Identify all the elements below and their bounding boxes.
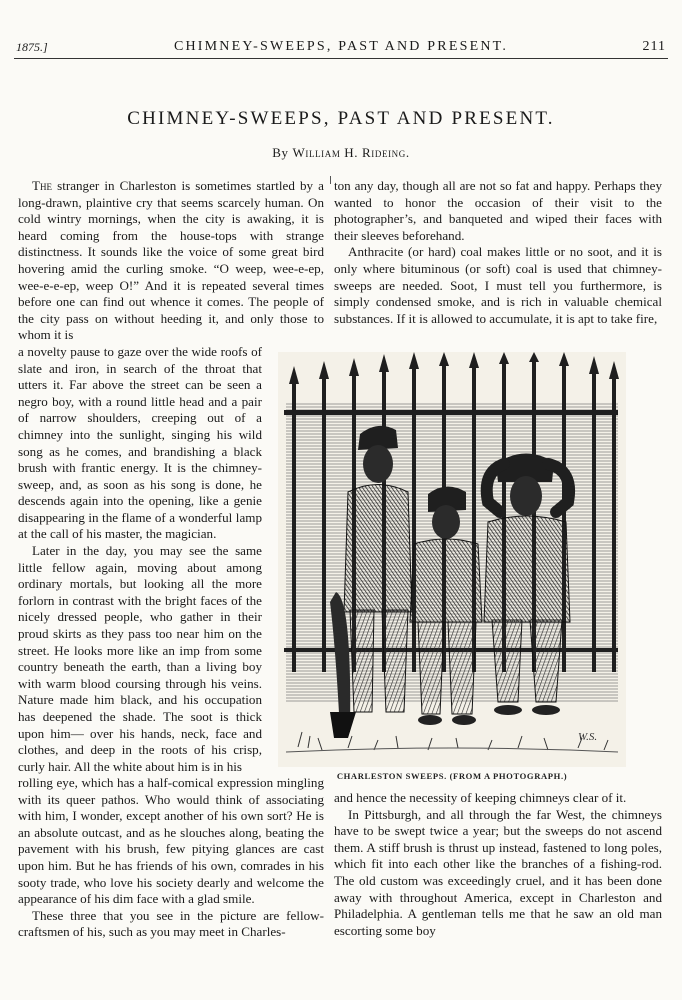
engraver-signature: W.S. xyxy=(578,731,598,743)
left-paragraph-1-narrow: a novelty pause to gaze over the wide roofs of slate and iron, in search of the throat that utters it. Far above the street can be seen a negro boy, with a round little head and a pair of narrow shoulders, creeping out of a chimney into the sunlight, singing his wild song as he comes, and brandishing a black brush with frantic energy. It is the chimney-sweep, and, as soon as his song is done, he descends again into the opening, like a genie disappearing in the flame of a wonderful lamp at the call of his master, the magician. xyxy=(18,343,262,542)
right-paragraph-1: ton any day, though all are not so fat and happy. Perhaps they wanted to honor the occasion of their visit to the photographer’s, and banqueted and wiped their faces with their sleeves beforehand. xyxy=(334,178,662,243)
left-paragraph-2-narrow: Later in the day, you may see the same little fellow again, moving about among ordinary mortals, but looking all the more forlorn in contrast with the bright faces of the nicely dressed people, who gather in their proud skirts as they pass too near him on the street. He looks more like an imp from some country beneath the earth, than a living boy with warm blood coursing through his veins. Nature made him black, and his occupation has deepened the shade. The soot is thick upon him— over his hands, neck, face and clothes, and deep in the roots of his crisp, curly hair. All the white about him is in his xyxy=(18,543,262,774)
column-separator xyxy=(330,176,331,184)
engraving xyxy=(278,352,626,767)
left-paragraph-2-wide: rolling eye, which has a half-comical expression mingling with its queer pathos. Who would think of associating with him, I wonder, except another of his own sort? He is an absolute outcast, and as he slouches along, beating the pavement with his brush, few pitying glances are cast upon him. But he has friends of his own, comrades in his sooty trade, who love his society dearly and welcome the appearance of his dim face with a glad smile. xyxy=(18,775,324,907)
running-header xyxy=(14,38,668,59)
header-year: 1875.] xyxy=(16,40,48,54)
right-column xyxy=(334,178,662,327)
left-column-lower xyxy=(18,775,324,941)
right-column-lower xyxy=(334,790,662,939)
byline-author: William H. Rideing. xyxy=(292,145,410,160)
right-paragraph-3: and hence the necessity of keeping chimneys clear of it. xyxy=(334,790,627,805)
illustration-charleston-sweeps xyxy=(278,352,626,767)
header-page-number: 211 xyxy=(642,39,666,54)
left-paragraph-1-wide: stranger in Charleston is sometimes startled by a long-drawn, plaintive cry that seems scarcely human. On cold wintry mornings, when the city is awaking, it is heard coming from the house-tops with strange distinctness. It sounds like the voice of some great bird hovering amid the curling smoke. “O weep, wee-e-ep, wee-e-e-ep, weep O!” And it is repeated several times before one can find out whence it comes. The people of the city pass on without heeding it, and only those to whom it is xyxy=(18,178,324,343)
article-title: CHIMNEY-SWEEPS, PAST AND PRESENT. xyxy=(127,108,555,129)
right-paragraph-2: Anthracite (or hard) coal makes little or no soot, and it is only where bituminous (or soft) coal is used that chimney-sweeps are needed. Soot, I must tell you furthermore, is simply condensed smoke, and is rich in valuable chemical substances. If it is allowed to accumulate, it is apt to take fire, xyxy=(334,244,662,326)
figure-caption: CHARLESTON SWEEPS. (FROM A PHOTOGRAPH.) xyxy=(336,771,568,781)
left-paragraph-3: These three that you see in the picture are fellow-craftsmen of his, such as you may meet in Charles- xyxy=(18,907,324,940)
byline-prefix: By xyxy=(272,145,289,160)
lead-word: The xyxy=(32,178,52,193)
right-paragraph-4: In Pittsburgh, and all through the far West, the chimneys have to be swept twice a year; but the sweeps do not ascend them. A stiff brush is thrust up instead, fastened to long poles, which fit into each other like the branches of a fishing-rod. The old custom was exceedingly cruel, and it has been done away with throughout America, except in Charleston and Philadelphia. A gentleman tells me that he saw an old man escorting some boy xyxy=(334,806,662,938)
article-byline xyxy=(0,145,682,161)
header-running-title: CHIMNEY-SWEEPS, PAST AND PRESENT. xyxy=(173,39,509,54)
